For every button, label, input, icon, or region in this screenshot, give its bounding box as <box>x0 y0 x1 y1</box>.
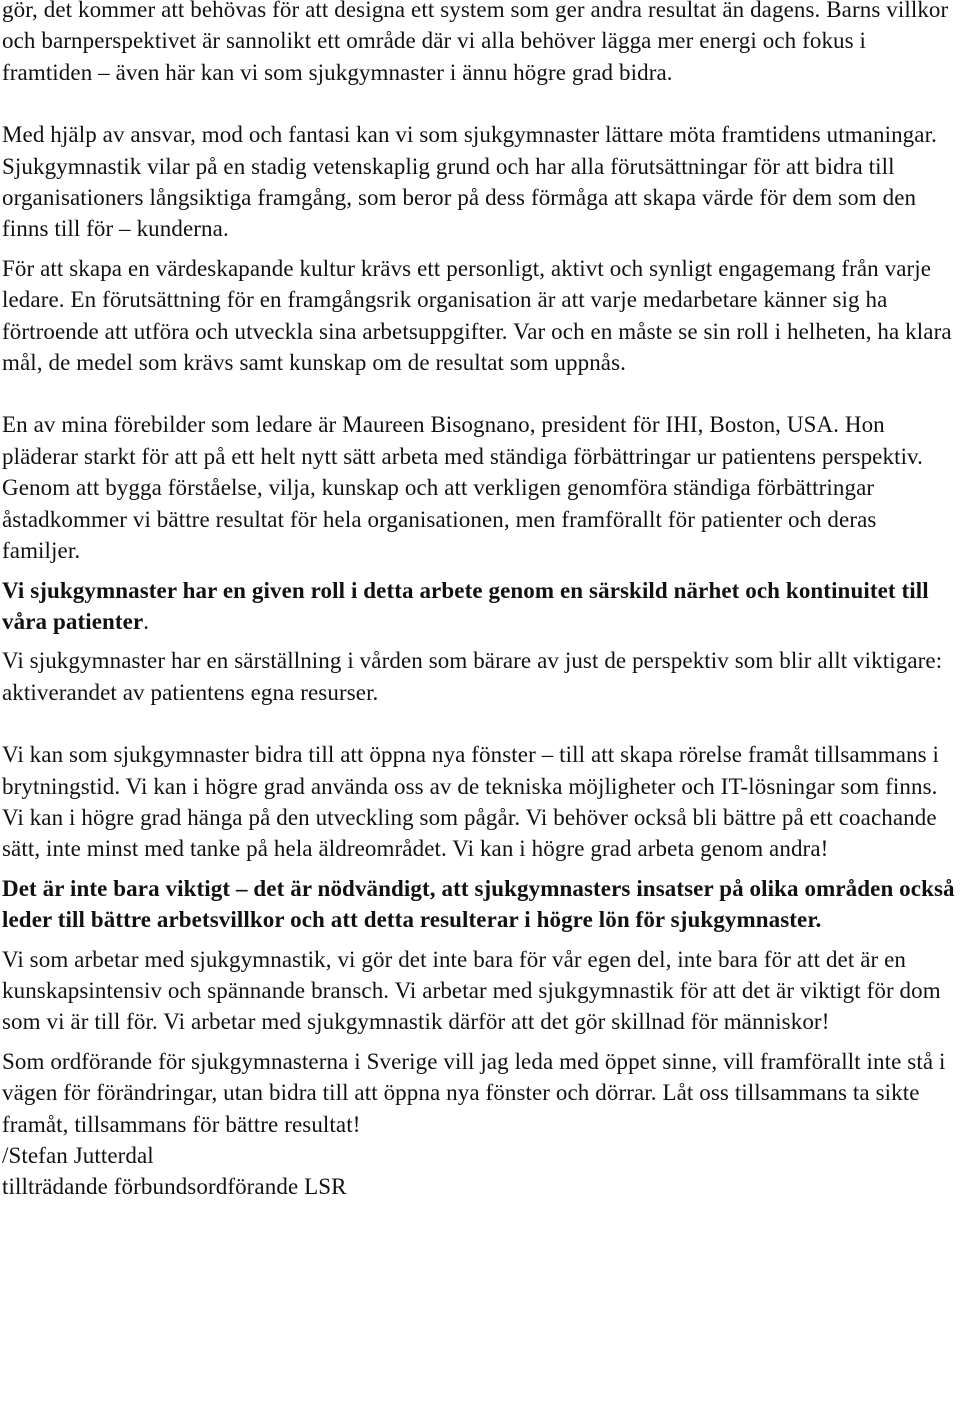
signature-name: /Stefan Jutterdal <box>2 1143 154 1168</box>
paragraph-given-role-tail: . <box>143 608 150 634</box>
paragraph-salary: Det är inte bara viktigt – det är nödvändigt, att sjukgymnasters insatser på olika områden också leder till bättre arbetsvillkor och att detta resulterar i högre lön för sjukgymnaster. <box>2 875 955 933</box>
paragraph-courage-fantasy: Med hjälp av ansvar, mod och fantasi kan vi som sjukgymnaster lättare möta framtidens utmaningar. Sjukgymnastik vilar på en stadig vetenskaplig grund och har alla förutsättningar för att bidra till organisationers långsiktiga framgång, som beror på dess förmåga att skapa värde för dem som den finns till för – kunderna. <box>2 122 937 242</box>
document-page <box>2 0 957 1203</box>
paragraph-chairman: Som ordförande för sjukgymnasterna i Sverige vill jag leda med öppet sinne, vill framförallt inte stå i vägen för förändringar, utan bidra till att öppna nya fönster och dörrar. Låt oss tillsammans ta sikte framåt, tillsammans för bättre resultat! <box>2 1048 946 1137</box>
paragraph-role-model: En av mina förebilder som ledare är Maureen Bisognano, president för IHI, Boston, USA. Hon pläderar starkt för att på ett helt nytt sätt arbeta med ständiga förbättringar ur patientens perspektiv. Genom att bygga förståelse, vilja, kunskap och att verkligen genomföra ständiga förbättringar åstadkommer vi bättre resultat för hela organisationen, men framförallt för patienter och deras familjer. <box>2 412 924 564</box>
paragraph-intro: gör, det kommer att behövas för att designa ett system som ger andra resultat än dagens. Barns villkor och barnperspektivet är sannolikt ett område där vi alla behöver lägga mer energi och fokus i framtiden – även här kan vi som sjukgymnaster i ännu högre grad bidra. <box>2 0 949 85</box>
paragraph-why-we-work: Vi som arbetar med sjukgymnastik, vi gör det inte bara för vår egen del, inte bara för att det är en kunskapsintensiv och spännande bransch. Vi arbetar med sjukgymnastik för att det är viktigt för dom som vi är till för. Vi arbetar med sjukgymnastik därför att det gör skillnad för människor! <box>2 946 941 1035</box>
paragraph-special-position: Vi sjukgymnaster har en särställning i vården som bärare av just de perspektiv som blir allt viktigare: aktiverandet av patientens egna resurser. <box>2 648 943 705</box>
paragraph-given-role <box>2 575 957 638</box>
paragraph-value-culture: För att skapa en värdeskapande kultur krävs ett personligt, aktivt och synligt engagemang från varje ledare. En förutsättning för en framgångsrik organisation är att varje medarbetare känner sig ha förtroende att utföra och utveckla sina arbetsuppgifter. Var och en måste se sin roll i helheten, ha klara mål, de medel som krävs samt kunskap om de resultat som uppnås. <box>2 255 952 376</box>
paragraph-new-windows: Vi kan som sjukgymnaster bidra till att öppna nya fönster – till att skapa rörelse framåt tillsammans i brytningstid. Vi kan i högre grad använda oss av de tekniska möjligheter och IT-lösningar som finns. Vi kan i högre grad hänga på den utveckling som pågår. Vi behöver också bli bättre på ett coachande sätt, inte minst med tanke på hela äldreområdet. Vi kan i högre grad arbeta genom andra! <box>2 742 940 862</box>
paragraph-given-role-bold: Vi sjukgymnaster har en given roll i detta arbete genom en särskild närhet och kontinuitet till våra patienter <box>2 577 929 634</box>
signature-title: tillträdande förbundsordförande LSR <box>2 1174 347 1200</box>
